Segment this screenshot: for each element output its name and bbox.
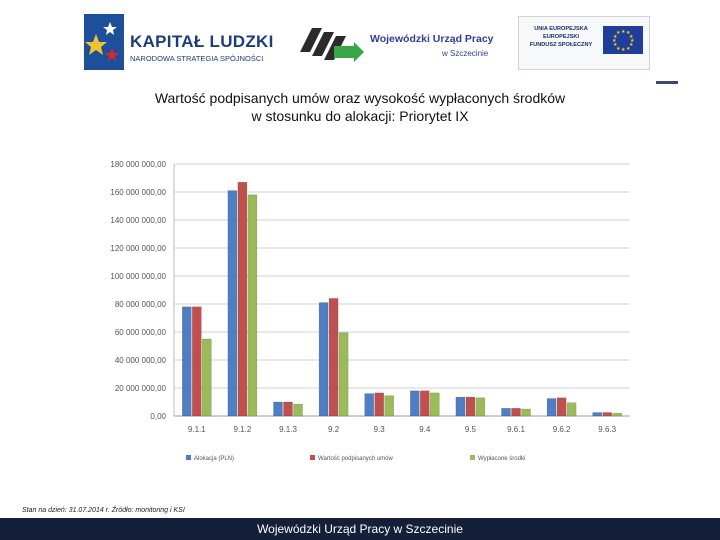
wup-name: Wojewódzki Urząd Pracy (370, 33, 494, 45)
bar (365, 394, 374, 416)
svg-text:★: ★ (629, 42, 634, 48)
svg-text:★: ★ (629, 34, 634, 40)
legend-swatch (470, 455, 475, 460)
bar (476, 398, 485, 416)
eu-line-2: EUROPEJSKI (542, 34, 580, 40)
kapital-ludzki-title: KAPITAŁ LUDZKI (130, 32, 274, 51)
bar (228, 191, 237, 416)
svg-text:★: ★ (612, 38, 617, 44)
y-tick-label: 60 000 000,00 (114, 328, 166, 337)
bar (613, 413, 622, 416)
legend-swatch (310, 455, 315, 460)
eu-logo (518, 16, 650, 70)
logo-bar (0, 0, 720, 85)
x-tick-label: 9.6.2 (552, 425, 571, 434)
svg-text:★: ★ (616, 46, 621, 52)
wup-city: w Szczecinie (442, 49, 489, 58)
bar (385, 396, 394, 416)
bar (410, 391, 419, 416)
slide-title-line-1: Wartość podpisanych umów oraz wysokość wypłaconych środków (154, 90, 566, 106)
y-tick-label: 120 000 000,00 (110, 244, 166, 253)
legend-label: Alokacja (PLN) (194, 456, 235, 462)
eu-line-1: UNIA EUROPEJSKA (534, 26, 588, 32)
bar (192, 307, 201, 416)
legend-label: Wartość podpisanych umów (318, 456, 393, 462)
svg-text:★: ★ (613, 34, 618, 40)
bar (274, 402, 283, 416)
svg-text:★: ★ (621, 29, 626, 35)
x-tick-label: 9.1.3 (279, 425, 297, 434)
bar (456, 397, 465, 416)
x-tick-label: 9.1.2 (233, 425, 252, 434)
bar (593, 413, 602, 417)
y-tick-label: 160 000 000,00 (110, 188, 166, 197)
header-rule (656, 81, 678, 84)
svg-text:★: ★ (630, 38, 635, 44)
bar (329, 298, 338, 416)
y-tick-label: 0,00 (150, 412, 166, 421)
source-note: Stan na dzień: 31.07.2014 r. Źródło: monitoring i KSI (22, 507, 185, 514)
bar (502, 408, 511, 416)
slide-title (100, 89, 620, 125)
bar (430, 393, 439, 416)
eu-line-3: FUNDUSZ SPOŁECZNY (529, 42, 593, 48)
eu-text (523, 25, 599, 49)
x-tick-label: 9.6.3 (598, 425, 617, 434)
svg-text:★: ★ (626, 30, 631, 36)
legend-label: Wypłacone środki (478, 456, 526, 462)
y-tick-label: 20 000 000,00 (114, 384, 166, 393)
footer (0, 518, 720, 540)
bar (375, 393, 384, 416)
bar (522, 409, 531, 416)
bar-chart-svg (96, 152, 636, 472)
y-tick-label: 180 000 000,00 (110, 160, 166, 169)
bar (339, 333, 348, 416)
y-tick-label: 80 000 000,00 (114, 300, 166, 309)
bar (567, 403, 576, 416)
kapital-ludzki-emblem (84, 14, 124, 70)
bar (238, 182, 247, 416)
wup-emblem-icon (296, 16, 366, 68)
bar (420, 391, 429, 416)
y-tick-label: 40 000 000,00 (114, 356, 166, 365)
bar-chart (96, 152, 636, 472)
svg-text:★: ★ (616, 30, 621, 36)
x-tick-label: 9.5 (464, 425, 476, 434)
footer-text: Wojewódzki Urząd Pracy w Szczecinie (257, 522, 463, 536)
bar (466, 397, 475, 416)
bar (284, 402, 293, 416)
x-tick-label: 9.6.1 (507, 425, 525, 434)
bar (512, 408, 521, 416)
y-tick-label: 140 000 000,00 (110, 216, 166, 225)
svg-text:★: ★ (621, 47, 626, 53)
bar (547, 399, 556, 417)
stars-icon (84, 14, 124, 70)
kapital-ludzki-subtitle: NARODOWA STRATEGIA SPÓJNOŚCI (130, 54, 264, 63)
bar (557, 398, 566, 416)
kapital-ludzki-logo (84, 14, 274, 70)
eu-stars-icon (603, 26, 643, 54)
bar (319, 303, 328, 416)
bar (248, 195, 257, 416)
slide-title-line-2: w stosunku do alokacji: Priorytet IX (251, 108, 469, 124)
y-tick-label: 100 000 000,00 (110, 272, 166, 281)
bar (294, 404, 303, 416)
x-tick-label: 9.1.1 (187, 425, 206, 434)
bar (202, 339, 211, 416)
x-tick-label: 9.2 (328, 425, 340, 434)
svg-text:★: ★ (613, 42, 618, 48)
x-tick-label: 9.4 (419, 425, 431, 434)
x-tick-label: 9.3 (373, 425, 385, 434)
legend-swatch (186, 455, 191, 460)
eu-flag-icon (603, 26, 643, 54)
bar (603, 413, 612, 417)
wup-logo (296, 16, 506, 68)
svg-text:★: ★ (626, 46, 631, 52)
bar (182, 307, 191, 416)
